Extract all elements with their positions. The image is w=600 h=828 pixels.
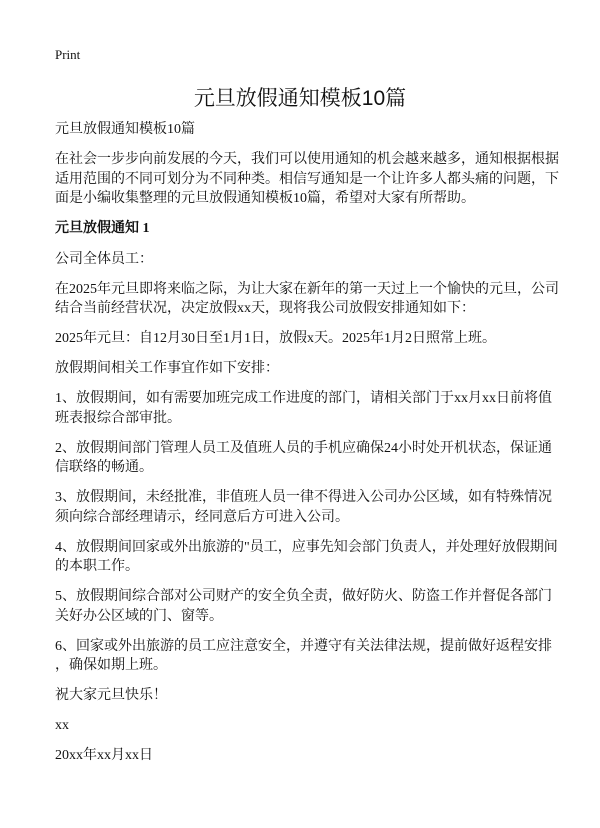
document-body [55,120,559,776]
text-line: ，确保如期上班。 [55,658,167,673]
text-line: 20xx年xx月xx日 [55,748,153,763]
paragraph [55,637,555,676]
paragraph [55,686,555,706]
paragraph [55,439,555,478]
paragraph [55,746,555,766]
section-heading [55,219,555,239]
text-line: 的本职工作。 [55,559,139,574]
text-line: 祝大家元旦快乐！ [55,688,167,703]
paragraph [55,250,555,270]
text-line: 公司全体员工： [55,251,153,267]
text-line: 须向综合部经理请示，经同意后方可进入公司。 [55,509,349,525]
text-line: 关好办公区域的门、窗等。 [55,608,223,624]
text-line: 4、放假期间回家或外出旅游的"员工，应事先知会部门负责人，并处理好放假期间 [55,539,558,555]
page-title: 元旦放假通知模板10篇 [193,87,407,110]
paragraph [55,716,555,736]
paragraph [55,359,555,379]
print-link[interactable]: Print [55,47,81,62]
text-line: 1、放假期间，如有需要加班完成工作进度的部门，请相关部门于xx月xx日前将值 [55,391,552,406]
text-line: 元旦放假通知模板10篇 [55,122,195,137]
text-line: 适用范围的不同可划分为不同种类。相信写通知是一个让许多人都头痛的问题，下 [55,171,559,187]
text-line: 信联络的畅通。 [55,460,153,475]
paragraph [55,538,558,577]
text-line: 面是小编收集整理的元旦放假通知模板10篇，希望对大家有所帮助。 [55,191,475,206]
text-line: 2、放假期间部门管理人员工及值班人员的手机应确保24小时处开机状态，保证通 [55,440,552,456]
paragraph [55,150,559,209]
text-line: 班表报综合部审批。 [55,410,181,426]
paragraph [55,488,555,527]
paragraph [55,329,555,349]
paragraph [55,389,555,428]
paragraph [55,120,555,140]
text-line: 2025年元旦：自12月30日至1月1日，放假x天。2025年1月2日照常上班。 [55,331,496,346]
text-line: 放假期间相关工作事宜作如下安排： [55,361,279,376]
text-line: 3、放假期间，未经批准，非值班人员一律不得进入公司办公区域，如有特殊情况 [55,490,552,505]
text-line: 在社会一步步向前发展的今天，我们可以使用通知的机会越来越多，通知根据根据 [55,152,559,167]
text-line: 结合当前经营状况，决定放假xx天，现将我公司放假安排通知如下： [55,301,475,316]
text-line: 5、放假期间综合部对公司财产的安全负全责，做好防火、防盗工作并督促各部门 [55,589,552,604]
text-line: 在2025年元旦即将来临之际，为让大家在新年的第一天过上一个愉快的元旦，公司 [55,281,559,297]
text-line: 6、回家或外出旅游的员工应注意安全，并遵守有关法律法规，提前做好返程安排 [55,638,552,654]
text-line: xx [55,718,69,733]
text-line: 元旦放假通知 1 [55,221,150,236]
paragraph [55,587,555,626]
paragraph [55,280,559,319]
